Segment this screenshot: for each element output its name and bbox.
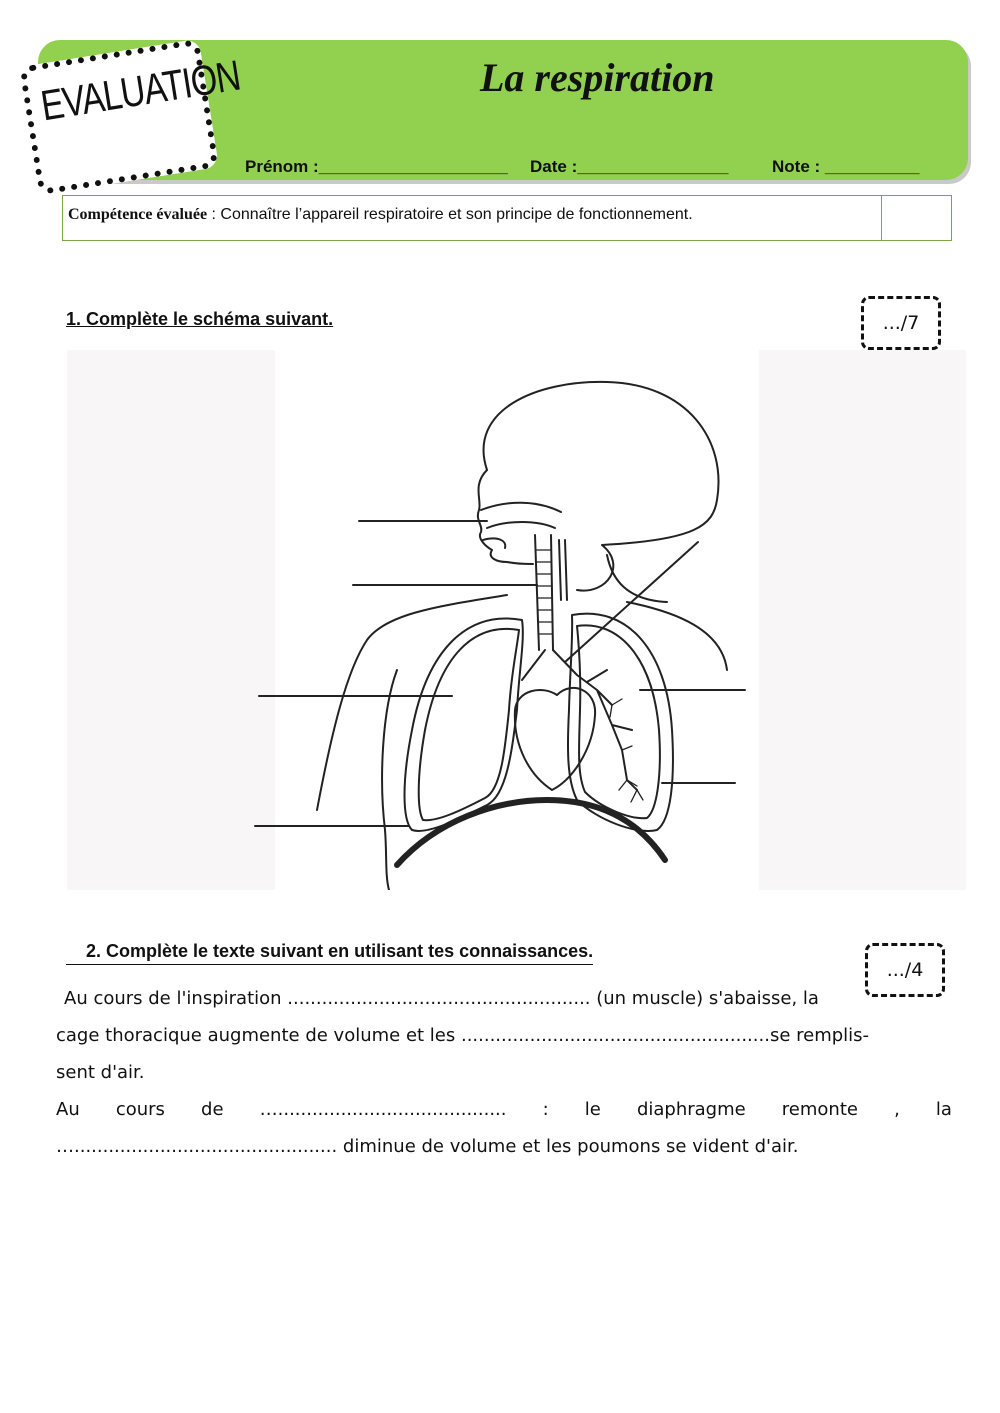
word: cours	[115, 1099, 165, 1120]
word: remonte	[781, 1099, 858, 1120]
note-blank[interactable]: __________	[824, 157, 920, 176]
date-label: Date :	[530, 157, 578, 176]
word: la	[935, 1099, 952, 1120]
competence-label: Compétence évaluée	[68, 206, 208, 223]
note-field	[772, 157, 919, 177]
text-line-5[interactable]: ….............................................. diminue de volume et les poumons se vident d'air.	[56, 1136, 799, 1157]
respiratory-diagram	[67, 350, 966, 890]
prenom-blank[interactable]: ____________________	[318, 157, 508, 176]
word: Au	[56, 1099, 80, 1120]
score-q1: .../7	[882, 312, 920, 334]
evaluation-stamp-text: EVALUATION	[37, 52, 244, 131]
competence-box	[62, 195, 952, 241]
note-label: Note :	[772, 157, 821, 176]
page-title: La respiration	[480, 55, 715, 100]
date-field	[530, 157, 729, 177]
text-line-4[interactable]	[56, 1091, 952, 1128]
score-box-q1	[861, 296, 941, 350]
competence-text-row	[68, 206, 693, 224]
text-line-2[interactable]: cage thoracique augmente de volume et les ......................................................se remplis-	[56, 1025, 870, 1046]
question-1-title: 1. Complète le schéma suivant.	[66, 309, 334, 329]
word: diaphragme	[636, 1099, 746, 1120]
score-q2: .../4	[886, 959, 924, 981]
text-line-1[interactable]: Au cours de l'inspiration ..................................................... (un muscle) s'abaisse, la	[64, 988, 819, 1009]
prenom-label: Prénom :	[245, 157, 319, 176]
word: ,	[894, 1099, 900, 1120]
score-box-q2	[865, 943, 945, 997]
blank-expiration[interactable]: …........................................	[259, 1099, 507, 1120]
question-2-title: 2. Complète le texte suivant en utilisant tes connaissances.	[66, 941, 593, 965]
word: le	[584, 1099, 601, 1120]
competence-text: : Connaître l’appareil respiratoire et son principe de fonctionnement.	[211, 206, 693, 223]
text-line-3: sent d'air.	[56, 1062, 145, 1083]
word: :	[542, 1099, 549, 1120]
competence-divider	[881, 196, 882, 240]
prenom-field	[245, 157, 508, 177]
word: de	[201, 1099, 224, 1120]
date-blank[interactable]: ________________	[577, 157, 729, 176]
